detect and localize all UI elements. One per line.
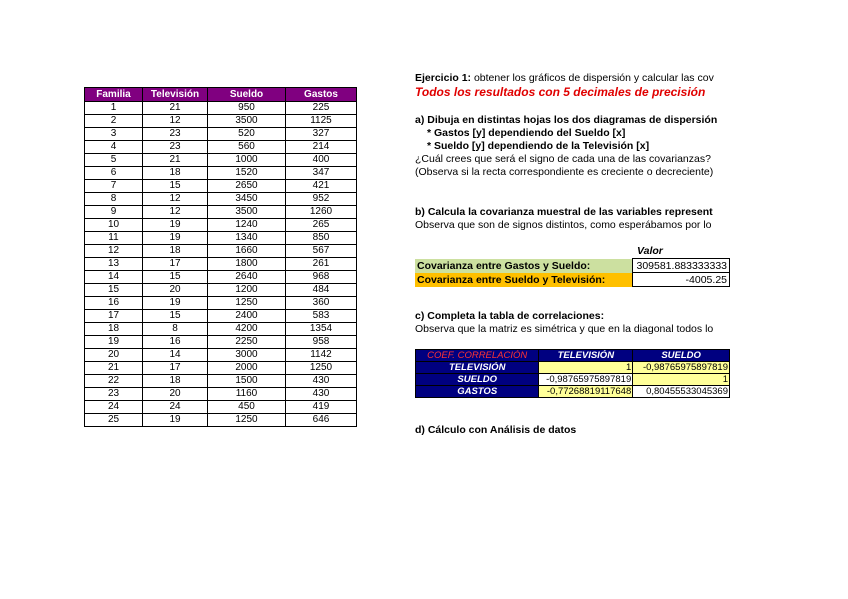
header-sueldo[interactable]: Sueldo — [208, 88, 286, 102]
cell-television[interactable]: 14 — [143, 349, 208, 362]
table-row — [85, 219, 357, 232]
cell-television[interactable]: 19 — [143, 219, 208, 232]
table-row — [85, 297, 357, 310]
cell-familia[interactable]: 22 — [85, 375, 143, 388]
table-row — [85, 349, 357, 362]
cov-sueldo-tv-label[interactable]: Covarianza entre Sueldo y Televisión: — [415, 273, 633, 287]
cell-sueldo[interactable]: 950 — [208, 102, 286, 115]
cell-sueldo[interactable]: 1240 — [208, 219, 286, 232]
corr-cell[interactable]: -0,77268819117648 — [539, 386, 633, 398]
cell-familia[interactable]: 24 — [85, 401, 143, 414]
cell-familia[interactable]: 23 — [85, 388, 143, 401]
cell-familia[interactable]: 4 — [85, 141, 143, 154]
cell-television[interactable]: 24 — [143, 401, 208, 414]
cell-television[interactable]: 17 — [143, 362, 208, 375]
cell-television[interactable]: 12 — [143, 206, 208, 219]
table-row — [85, 388, 357, 401]
cell-sueldo[interactable]: 1200 — [208, 284, 286, 297]
cell-television[interactable]: 16 — [143, 336, 208, 349]
cell-sueldo[interactable]: 1660 — [208, 245, 286, 258]
cell-gastos[interactable]: 400 — [286, 154, 357, 167]
cell-gastos[interactable]: 360 — [286, 297, 357, 310]
corr-cell[interactable]: 1 — [633, 374, 730, 386]
table-row — [85, 245, 357, 258]
section-a-hint: (Observa si la recta correspondiente es creciente o decreciente) — [415, 166, 714, 178]
cov-gastos-sueldo-label[interactable]: Covarianza entre Gastos y Sueldo: — [415, 259, 633, 273]
cell-sueldo[interactable]: 1800 — [208, 258, 286, 271]
table-row — [85, 232, 357, 245]
cell-familia[interactable]: 17 — [85, 310, 143, 323]
cell-gastos[interactable]: 952 — [286, 193, 357, 206]
cell-sueldo[interactable]: 3500 — [208, 115, 286, 128]
cell-sueldo[interactable]: 560 — [208, 141, 286, 154]
header-television[interactable]: Televisión — [143, 88, 208, 102]
cell-sueldo[interactable]: 1500 — [208, 375, 286, 388]
section-a-item-1: * Gastos [y] dependiendo del Sueldo [x] — [427, 127, 626, 139]
header-gastos[interactable]: Gastos — [286, 88, 357, 102]
cell-gastos[interactable]: 430 — [286, 388, 357, 401]
cell-familia[interactable]: 11 — [85, 232, 143, 245]
cell-familia[interactable]: 12 — [85, 245, 143, 258]
cell-television[interactable]: 23 — [143, 128, 208, 141]
cell-television[interactable]: 17 — [143, 258, 208, 271]
cell-gastos[interactable]: 421 — [286, 180, 357, 193]
table-row — [85, 180, 357, 193]
header-familia[interactable]: Familia — [85, 88, 143, 102]
cell-gastos[interactable]: 958 — [286, 336, 357, 349]
data-table — [84, 87, 357, 427]
cell-familia[interactable]: 5 — [85, 154, 143, 167]
section-d-title: d) Cálculo con Análisis de datos — [415, 424, 577, 436]
table-row — [85, 154, 357, 167]
cell-television[interactable]: 15 — [143, 180, 208, 193]
table-row — [85, 206, 357, 219]
covariance-row — [415, 273, 730, 287]
cell-sueldo[interactable]: 3450 — [208, 193, 286, 206]
cell-sueldo[interactable]: 1520 — [208, 167, 286, 180]
exercise-title-bold: Ejercicio 1: — [415, 72, 472, 84]
cell-sueldo[interactable]: 520 — [208, 128, 286, 141]
covariance-table — [415, 258, 730, 287]
cell-familia[interactable]: 21 — [85, 362, 143, 375]
cell-gastos[interactable]: 347 — [286, 167, 357, 180]
correlation-row — [416, 362, 730, 374]
correlation-table — [415, 349, 730, 398]
cell-television[interactable]: 19 — [143, 297, 208, 310]
cell-television[interactable]: 18 — [143, 167, 208, 180]
corr-cell[interactable]: 1 — [539, 362, 633, 374]
cell-sueldo[interactable]: 1000 — [208, 154, 286, 167]
cell-sueldo[interactable]: 3500 — [208, 206, 286, 219]
cell-familia[interactable]: 9 — [85, 206, 143, 219]
cell-familia[interactable]: 18 — [85, 323, 143, 336]
cell-sueldo[interactable]: 2000 — [208, 362, 286, 375]
cell-television[interactable]: 18 — [143, 245, 208, 258]
cell-sueldo[interactable]: 2640 — [208, 271, 286, 284]
exercise-title — [415, 72, 714, 85]
cell-gastos[interactable]: 430 — [286, 375, 357, 388]
cell-sueldo[interactable]: 1250 — [208, 297, 286, 310]
table-row — [85, 128, 357, 141]
cell-television[interactable]: 18 — [143, 375, 208, 388]
covariance-row — [415, 259, 730, 273]
cell-sueldo[interactable]: 1160 — [208, 388, 286, 401]
cell-familia[interactable]: 16 — [85, 297, 143, 310]
cell-television[interactable]: 12 — [143, 115, 208, 128]
cell-gastos[interactable]: 419 — [286, 401, 357, 414]
cell-sueldo[interactable]: 450 — [208, 401, 286, 414]
exercise-title-rest: obtener los gráficos de dispersión y calcular las cov — [471, 72, 714, 84]
corr-cell[interactable]: 0,80455533045369 — [633, 386, 730, 398]
cell-television[interactable]: 8 — [143, 323, 208, 336]
correlation-row — [416, 374, 730, 386]
cell-gastos[interactable]: 1354 — [286, 323, 357, 336]
correlation-row — [416, 386, 730, 398]
section-b-note: Observa que son de signos distintos, como esperábamos por lo — [415, 219, 712, 231]
cell-familia[interactable]: 25 — [85, 414, 143, 427]
cell-gastos[interactable]: 567 — [286, 245, 357, 258]
precision-note: Todos los resultados con 5 decimales de precisión — [415, 85, 706, 99]
cell-sueldo[interactable]: 4200 — [208, 323, 286, 336]
cell-gastos[interactable]: 1250 — [286, 362, 357, 375]
cell-familia[interactable]: 19 — [85, 336, 143, 349]
cell-familia[interactable]: 7 — [85, 180, 143, 193]
table-row — [85, 336, 357, 349]
cell-television[interactable]: 23 — [143, 141, 208, 154]
table-row — [85, 323, 357, 336]
cell-familia[interactable]: 8 — [85, 193, 143, 206]
corr-col-television[interactable]: TELEVISIÓN — [539, 350, 633, 362]
cell-sueldo[interactable]: 2250 — [208, 336, 286, 349]
corr-row-gastos[interactable]: GASTOS — [416, 386, 539, 398]
cell-television[interactable]: 12 — [143, 193, 208, 206]
valor-header: Valor — [637, 245, 663, 257]
cell-familia[interactable]: 13 — [85, 258, 143, 271]
table-row — [85, 401, 357, 414]
table-row — [85, 362, 357, 375]
cell-familia[interactable]: 1 — [85, 102, 143, 115]
table-row — [85, 375, 357, 388]
table-row — [85, 310, 357, 323]
cell-sueldo[interactable]: 3000 — [208, 349, 286, 362]
section-a-question: ¿Cuál crees que será el signo de cada una de las covarianzas? — [415, 153, 711, 165]
cell-gastos[interactable]: 265 — [286, 219, 357, 232]
table-row — [85, 284, 357, 297]
section-a-title: a) Dibuja en distintas hojas los dos diagramas de dispersión — [415, 114, 718, 126]
cell-gastos[interactable]: 1125 — [286, 115, 357, 128]
cell-gastos[interactable]: 850 — [286, 232, 357, 245]
cell-sueldo[interactable]: 2650 — [208, 180, 286, 193]
cell-sueldo[interactable]: 1340 — [208, 232, 286, 245]
cell-television[interactable]: 19 — [143, 232, 208, 245]
cell-television[interactable]: 15 — [143, 271, 208, 284]
table-row — [85, 115, 357, 128]
cell-gastos[interactable]: 327 — [286, 128, 357, 141]
cell-gastos[interactable]: 214 — [286, 141, 357, 154]
table-row — [85, 193, 357, 206]
cell-familia[interactable]: 2 — [85, 115, 143, 128]
cell-television[interactable]: 21 — [143, 102, 208, 115]
table-row — [85, 414, 357, 427]
cell-gastos[interactable]: 583 — [286, 310, 357, 323]
corr-row-television[interactable]: TELEVISIÓN — [416, 362, 539, 374]
cell-gastos[interactable]: 1260 — [286, 206, 357, 219]
cov-sueldo-tv-value[interactable]: -4005.25 — [633, 273, 730, 287]
cell-television[interactable]: 20 — [143, 284, 208, 297]
cell-television[interactable]: 21 — [143, 154, 208, 167]
table-row — [85, 258, 357, 271]
table-row — [85, 167, 357, 180]
data-table-header-row — [85, 88, 357, 102]
table-row — [85, 102, 357, 115]
cell-gastos[interactable]: 261 — [286, 258, 357, 271]
cell-gastos[interactable]: 968 — [286, 271, 357, 284]
cell-sueldo[interactable]: 1250 — [208, 414, 286, 427]
cell-familia[interactable]: 20 — [85, 349, 143, 362]
cell-gastos[interactable]: 1142 — [286, 349, 357, 362]
section-a-item-2: * Sueldo [y] dependiendo de la Televisión [x] — [427, 140, 650, 152]
cov-gastos-sueldo-value[interactable]: 309581.883333333 — [633, 259, 730, 273]
section-b-title: b) Calcula la covarianza muestral de las variables represent — [415, 206, 713, 218]
correlation-header-row — [416, 350, 730, 362]
corr-corner-label[interactable]: COEF. CORRELACIÓN — [416, 350, 539, 362]
cell-familia[interactable]: 6 — [85, 167, 143, 180]
cell-sueldo[interactable]: 2400 — [208, 310, 286, 323]
cell-familia[interactable]: 14 — [85, 271, 143, 284]
corr-row-sueldo[interactable]: SUELDO — [416, 374, 539, 386]
corr-cell[interactable]: -0,98765975897819 — [633, 362, 730, 374]
cell-television[interactable]: 20 — [143, 388, 208, 401]
cell-gastos[interactable]: 646 — [286, 414, 357, 427]
cell-television[interactable]: 15 — [143, 310, 208, 323]
section-c-title: c) Completa la tabla de correlaciones: — [415, 310, 605, 322]
corr-cell[interactable]: -0,98765975897819 — [539, 374, 633, 386]
cell-gastos[interactable]: 484 — [286, 284, 357, 297]
cell-familia[interactable]: 15 — [85, 284, 143, 297]
cell-familia[interactable]: 10 — [85, 219, 143, 232]
table-row — [85, 271, 357, 284]
corr-col-sueldo[interactable]: SUELDO — [633, 350, 730, 362]
table-row — [85, 141, 357, 154]
exercise-panel — [415, 0, 730, 599]
cell-gastos[interactable]: 225 — [286, 102, 357, 115]
section-c-note: Observa que la matriz es simétrica y que en la diagonal todos lo — [415, 323, 714, 335]
cell-familia[interactable]: 3 — [85, 128, 143, 141]
cell-television[interactable]: 19 — [143, 414, 208, 427]
